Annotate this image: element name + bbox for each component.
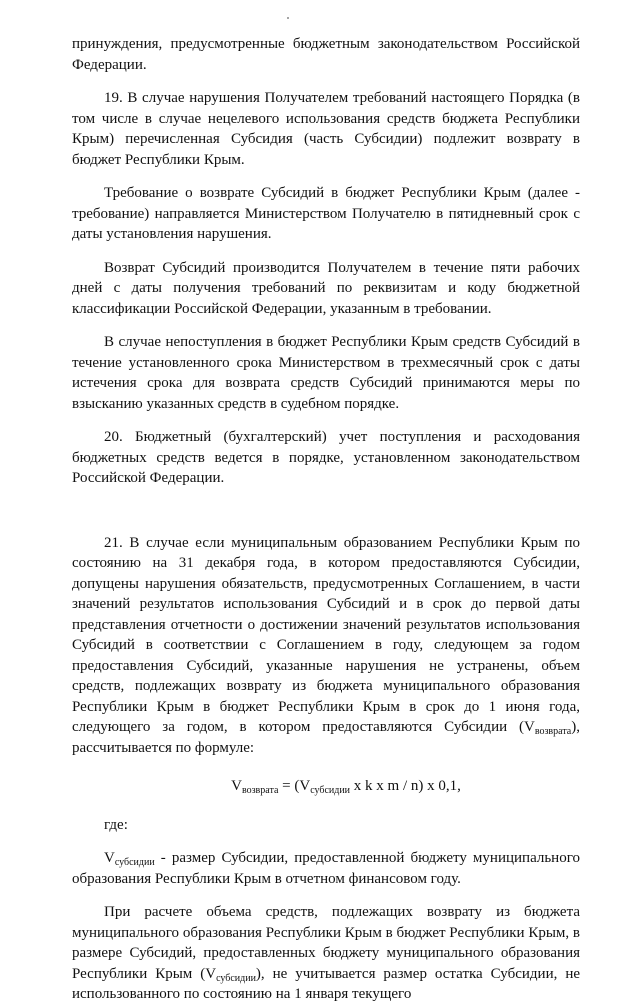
paragraph-21-end: ), рассчитывается по формуле: [72,719,580,756]
definition-sub: субсидии [114,857,155,868]
definition-v-subsidy [72,848,580,889]
formula [72,776,580,797]
calculation-end: ), не учитывается размер остатка Субсидии, не использованного по состоянию на 1 января текущего [72,965,580,1002]
calculation-start: При расчете объема средств, подлежащих возврату из бюджета муниципального образования Республики Крым в бюджет Республики Крым, в размере Субсидий, предоставленных бюджету муниципального образования Республики Крым (V [72,904,580,982]
paragraph-21 [72,533,580,759]
calculation-sub: субсидии [216,972,256,984]
formula-end: x k x m / n) x 0,1, [350,778,461,794]
document-page [72,34,580,1005]
formula-sub-return: возврата [241,785,279,796]
formula-v: V [231,778,242,794]
paragraph-20: 20. Бюджетный (бухгалтерский) учет поступления и расходования бюджетных средств ведется в порядке, установленном законодательством Российской Федерации. [72,429,580,486]
paragraph-19-return: Возврат Субсидий производится Получателем в течение пяти рабочих дней с даты получения требований по реквизитам и коду бюджетной классификации Российской Федерации, указанным в требовании. [72,259,580,317]
paragraph-19-requirement: Требование о возврате Субсидий в бюджет Республики Крым (далее - требование) направляется Министерством Получателю в пятидневный срок с даты установления нарушения. [72,185,580,242]
paragraph-21-main: 21. В случае если муниципальным образованием Республики Крым по состоянию на 31 декабря года, в котором предоставляются Субсидии, допущены нарушения обязательств, предусмотренных Соглашением, в части значений результатов использования Субсидий и в срок до первой даты представления отчетности о достижении значений результатов использования Субсидий в соответствии с Соглашением в году, следующем за годом предоставления Субсидий, указанные нарушения не устранены, объем средств, подлежащих возврату из бюджета муниципального образования Республики Крым в бюджет Республики Крым в срок до 1 июня года, следующего за годом, в котором предоставляются Субсидии (V [72,534,580,735]
paragraph-19: 19. В случае нарушения Получателем требований настоящего Порядка (в том числе в случае нецелевого использования средств бюджета Республики Крым) перечисленная Субсидия (часть Субсидии) подлежит возврату в бюджет Республики Крым. [72,90,580,168]
paragraph-19-nonreceipt: В случае непоступления в бюджет Республики Крым средств Субсидий в течение установленного срока Министерством в трехмесячный срок с даты истечения срока для возврата средств Субсидий принимаются меры по взысканию указанных средств в судебном порядке. [72,334,580,412]
formula-mid: = (V [278,778,311,794]
paragraph-continuation: принуждения, предусмотренные бюджетным законодательством Российской Федерации. [72,36,580,73]
paragraph-21-subscript: возврата [534,726,572,737]
formula-sub-subsidy: субсидии [310,785,351,796]
definition-text: - размер Субсидии, предоставленной бюджету муниципального образования Республики Крым в отчетном финансовом году. [72,850,580,887]
paragraph-calculation [72,902,580,1005]
definition-v: V [104,850,115,866]
scan-artifact-dot [287,17,289,19]
where-label: где: [104,816,128,833]
